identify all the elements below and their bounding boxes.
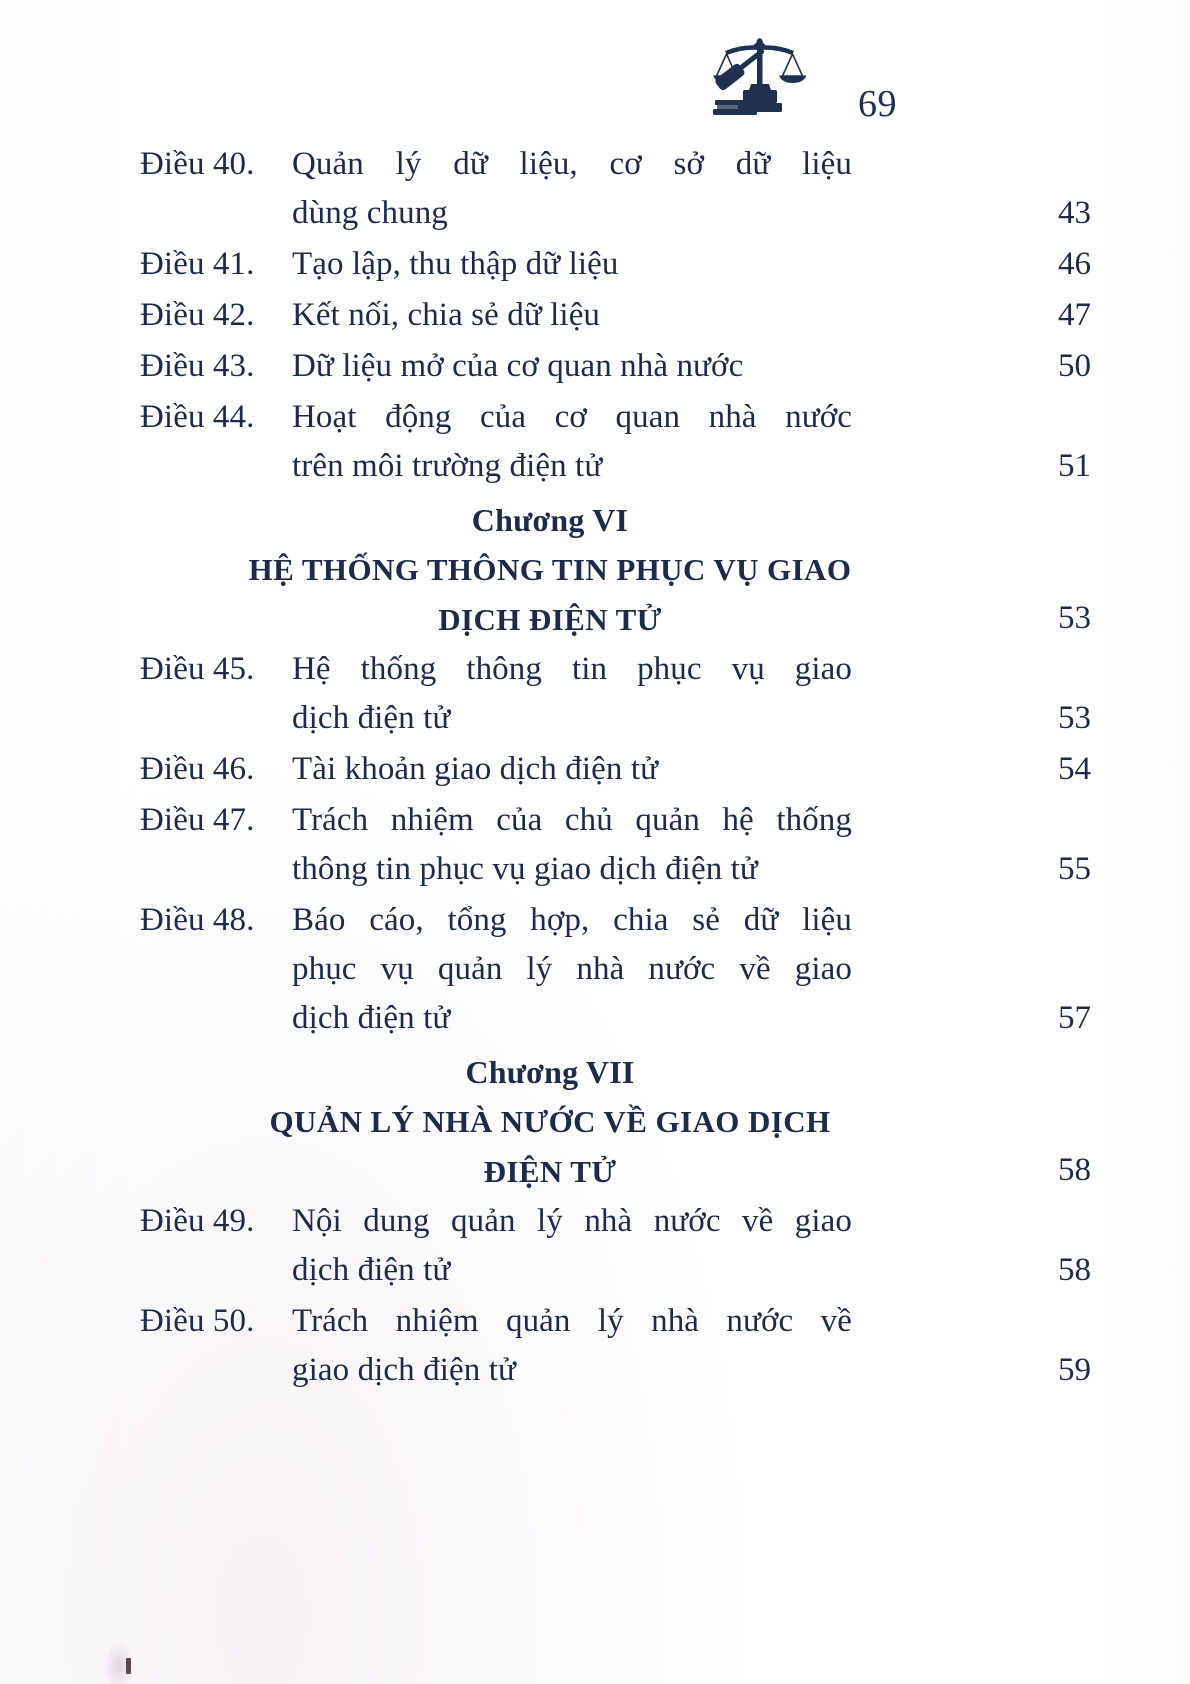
toc-entry[interactable] xyxy=(0,745,1190,796)
toc-entry-title xyxy=(292,1297,852,1397)
toc-entry-title xyxy=(292,896,852,1045)
toc-entry-title-line: dùng chung xyxy=(292,195,448,231)
toc-entry-page-number: 47 xyxy=(1058,297,1091,333)
toc-entry-title xyxy=(292,645,852,745)
toc-entry-label: Điều 45. xyxy=(140,651,255,687)
toc-chapter-title xyxy=(150,1097,950,1197)
scan-speck xyxy=(126,1658,131,1674)
toc-entry-title-line: Trách nhiệm quản lý nhà nước về xyxy=(292,1303,852,1339)
toc-entry-page-number: 55 xyxy=(1058,851,1091,887)
toc-entry[interactable] xyxy=(0,342,1190,393)
toc-entry-title xyxy=(292,240,852,291)
toc-entry[interactable] xyxy=(0,240,1190,291)
toc-entry[interactable] xyxy=(0,1197,1190,1297)
toc-entry-page-number: 50 xyxy=(1058,348,1091,384)
toc-entry-title xyxy=(292,393,852,493)
toc-entry-page-number: 57 xyxy=(1058,1000,1091,1036)
toc-chapter-title xyxy=(150,545,950,645)
toc-entry-label: Điều 44. xyxy=(140,399,255,435)
toc-chapter-inner xyxy=(150,495,950,645)
toc-entry[interactable] xyxy=(0,140,1190,240)
toc-entry-title-line: Nội dung quản lý nhà nước về giao xyxy=(292,1203,852,1239)
toc-entry-label: Điều 41. xyxy=(140,246,255,282)
toc-entry-label: Điều 43. xyxy=(140,348,255,384)
toc-chapter-title-line: QUẢN LÝ NHÀ NƯỚC VỀ GIAO DỊCH xyxy=(269,1104,831,1139)
toc-entry-title-line: Tạo lập, thu thập dữ liệu xyxy=(292,246,619,282)
toc-entry-title-line: Hoạt động của cơ quan nhà nước xyxy=(292,399,852,435)
toc-entry-title xyxy=(292,140,852,240)
toc-entry-title-line: thông tin phục vụ giao dịch điện tử xyxy=(292,851,758,887)
table-of-contents xyxy=(0,140,1190,1397)
toc-entry[interactable] xyxy=(0,1297,1190,1397)
toc-chapter-heading[interactable] xyxy=(0,1045,1190,1197)
toc-chapter-inner xyxy=(150,1047,950,1197)
toc-entry-title-line: Trách nhiệm của chủ quản hệ thống xyxy=(292,802,852,838)
toc-entry-page-number: 43 xyxy=(1058,195,1091,231)
toc-entry-label: Điều 47. xyxy=(140,802,255,838)
toc-entry-title xyxy=(292,1197,852,1297)
scales-of-justice-gavel-icon xyxy=(695,30,825,122)
toc-entry-title-line: Hệ thống thông tin phục vụ giao xyxy=(292,651,852,687)
toc-chapter-title-line: HỆ THỐNG THÔNG TIN PHỤC VỤ GIAO xyxy=(248,552,852,587)
toc-entry-label: Điều 46. xyxy=(140,751,255,787)
toc-entry-title-line: trên môi trường điện tử xyxy=(292,448,603,484)
toc-entry-page-number: 46 xyxy=(1058,246,1091,282)
page-header xyxy=(0,14,1190,134)
toc-entry-title-line: phục vụ quản lý nhà nước về giao xyxy=(292,951,852,987)
toc-entry-page-number: 51 xyxy=(1058,448,1091,484)
toc-entry-title-line: Kết nối, chia sẻ dữ liệu xyxy=(292,297,601,333)
toc-chapter-number: Chương VI xyxy=(471,502,629,538)
toc-entry-title xyxy=(292,796,852,896)
toc-entry-page-number: 58 xyxy=(1058,1252,1091,1288)
toc-entry-label: Điều 48. xyxy=(140,902,255,938)
toc-entry[interactable] xyxy=(0,645,1190,745)
toc-entry-title-line: Tài khoản giao dịch điện tử xyxy=(292,751,659,787)
toc-entry-title xyxy=(292,342,852,393)
toc-entry-title-line: Quản lý dữ liệu, cơ sở dữ liệu xyxy=(292,146,852,182)
toc-entry-label: Điều 50. xyxy=(140,1303,255,1339)
toc-chapter-number: Chương VII xyxy=(465,1054,635,1090)
toc-entry-title-line: dịch điện tử xyxy=(292,1000,451,1036)
toc-chapter-heading[interactable] xyxy=(0,493,1190,645)
toc-entry[interactable] xyxy=(0,393,1190,493)
toc-entry-title-line: giao dịch điện tử xyxy=(292,1352,516,1388)
toc-entry-label: Điều 40. xyxy=(140,146,255,182)
toc-entry-title xyxy=(292,291,852,342)
toc-entry-title xyxy=(292,745,852,796)
toc-entry-title-line: Báo cáo, tổng hợp, chia sẻ dữ liệu xyxy=(292,902,852,938)
toc-chapter-page-number: 58 xyxy=(1058,1152,1091,1188)
toc-entry-page-number: 59 xyxy=(1058,1352,1091,1388)
page-number: 69 xyxy=(858,83,897,125)
toc-entry-title-line: dịch điện tử xyxy=(292,1252,451,1288)
toc-entry[interactable] xyxy=(0,896,1190,1045)
toc-chapter-page-number: 53 xyxy=(1058,600,1091,636)
toc-entry[interactable] xyxy=(0,796,1190,896)
toc-entry-title-line: dịch điện tử xyxy=(292,700,451,736)
toc-entry-label: Điều 42. xyxy=(140,297,255,333)
toc-chapter-title-line: ĐIỆN TỬ xyxy=(483,1154,617,1189)
toc-entry-page-number: 53 xyxy=(1058,700,1091,736)
toc-entry[interactable] xyxy=(0,291,1190,342)
toc-entry-title-line: Dữ liệu mở của cơ quan nhà nước xyxy=(292,348,744,384)
toc-entry-page-number: 54 xyxy=(1058,751,1091,787)
toc-entry-label: Điều 49. xyxy=(140,1203,255,1239)
toc-chapter-title-line: DỊCH ĐIỆN TỬ xyxy=(438,602,662,637)
